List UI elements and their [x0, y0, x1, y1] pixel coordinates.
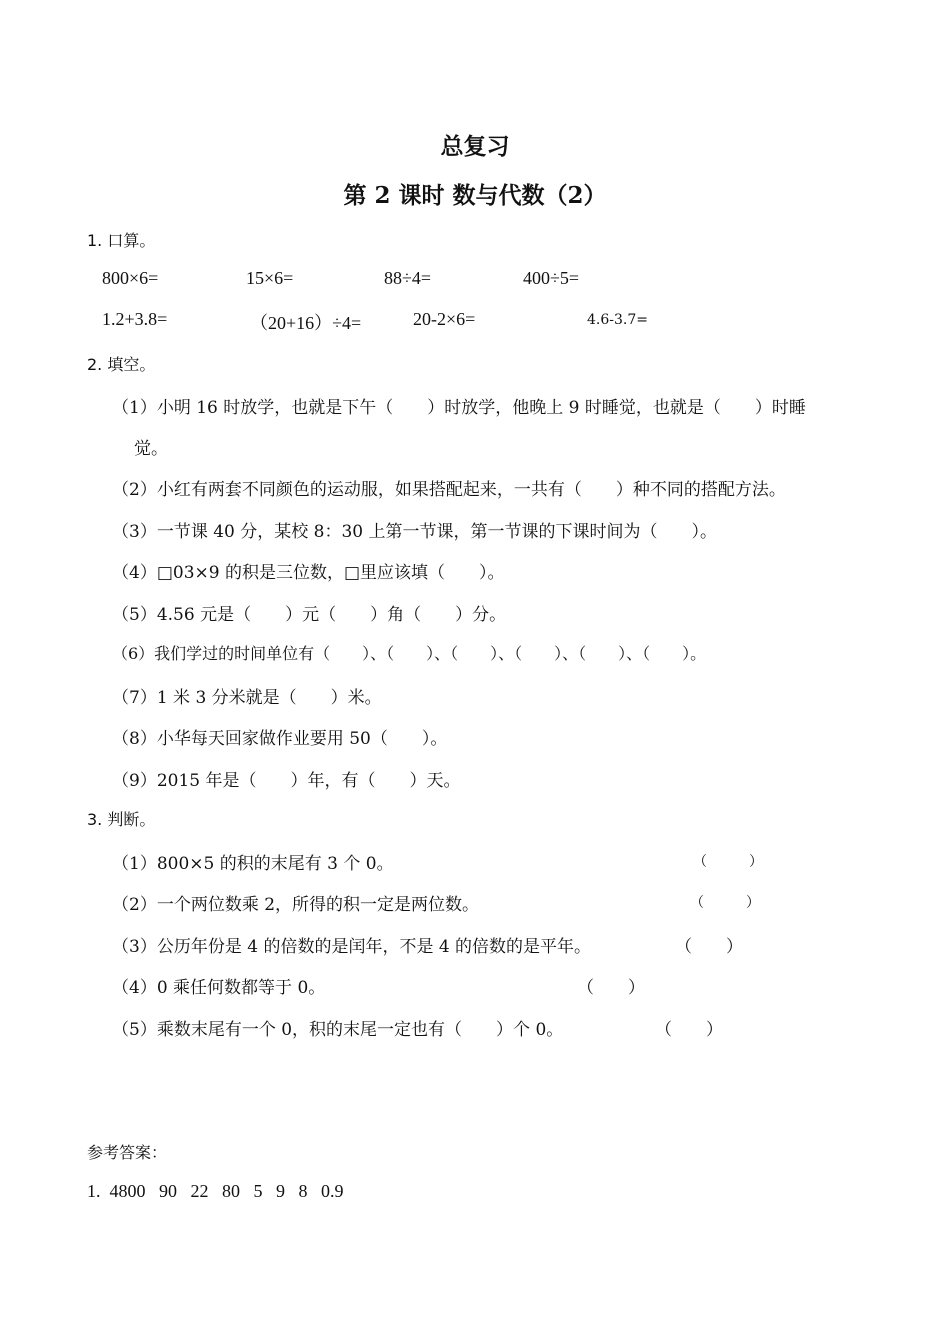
oral-calc-item: 20-2×6=	[413, 309, 476, 329]
section-1-heading: 1. 口算。	[87, 231, 156, 250]
judge-item: （5）乘数末尾有一个 0，积的末尾一定也有（ ）个 0。	[112, 1020, 564, 1040]
fill-item: （9）2015 年是（ ）年，有（ ）天。	[112, 771, 461, 791]
judge-blank: （ ）	[693, 854, 763, 870]
fill-item: （8）小华每天回家做作业要用 50（ ）。	[112, 729, 448, 749]
fill-item: （4）□03×9 的积是三位数，□里应该填（ ）。	[112, 563, 505, 583]
fill-item: （1）小明 16 时放学，也就是下午（ ）时放学，他晚上 9 时睡觉，也就是（ ）时睡	[112, 398, 806, 418]
oral-calc-item: 4.6-3.7=	[587, 312, 648, 328]
judge-blank: （ ）	[690, 895, 760, 911]
section-2-heading: 2. 填空。	[87, 355, 156, 374]
fill-item: （3）一节课 40 分，某校 8：30 上第一节课，第一节课的下课时间为（ ）。	[112, 522, 718, 542]
judge-item: （2）一个两位数乘 2，所得的积一定是两位数。	[112, 895, 480, 915]
judge-item: （3）公历年份是 4 的倍数的是闰年，不是 4 的倍数的是平年。	[112, 937, 592, 957]
oral-calc-item: 400÷5=	[523, 268, 580, 288]
judge-blank: （ ）	[675, 937, 743, 957]
answers-line: 1. 4800 90 22 80 5 9 8 0.9	[87, 1181, 344, 1201]
fill-item: 觉。	[134, 439, 168, 459]
judge-blank: （ ）	[655, 1020, 723, 1040]
oral-calc-item: 1.2+3.8=	[102, 309, 168, 329]
section-3-heading: 3. 判断。	[87, 810, 156, 829]
oral-calc-item: 15×6=	[246, 268, 294, 288]
fill-item: （2）小红有两套不同颜色的运动服，如果搭配起来，一共有（ ）种不同的搭配方法。	[112, 480, 786, 500]
page-subtitle: 第 2 课时 数与代数（2）	[343, 182, 607, 209]
judge-blank: （ ）	[577, 978, 645, 998]
fill-item: （5）4.56 元是（ ）元（ ）角（ ）分。	[112, 605, 507, 625]
judge-item: （4）0 乘任何数都等于 0。	[112, 978, 326, 998]
oral-calc-item: 88÷4=	[384, 268, 432, 288]
oral-calc-item: 800×6=	[102, 268, 159, 288]
oral-calc-item: （20+16）÷4=	[250, 313, 362, 333]
fill-item: （6）我们学过的时间单位有（ ）、（ ）、（ ）、（ ）、（ ）、（ ）。	[112, 644, 707, 663]
fill-item: （7）1 米 3 分米就是（ ）米。	[112, 688, 382, 708]
answers-heading: 参考答案：	[87, 1143, 168, 1162]
page-title: 总复习	[440, 133, 510, 160]
judge-item: （1）800×5 的积的末尾有 3 个 0。	[112, 854, 394, 874]
